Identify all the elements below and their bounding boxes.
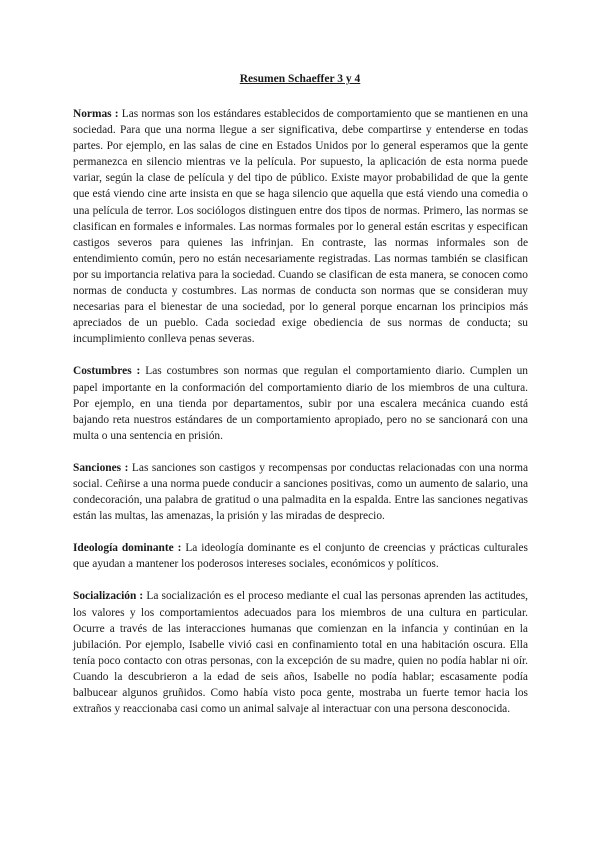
- document-title: Resumen Schaeffer 3 y 4: [239, 73, 361, 85]
- paragraph-ideologia-dominante: [73, 540, 528, 572]
- definition-socializacion: La socialización es el proceso mediante el cual las personas aprenden las actitudes, los valores y los comportamientos adecuados para los miembros de una cultura en particular. Ocurre a través de las interacciones humanas que comienzan en la infancia y continúan en la jubilación. Por ejemplo, Isabelle vivió casi en confinamiento total en una habitación oscura. Ella tenía poco contacto con otras personas, con la excepción de su madre, quien no podía hablar ni oír. Cuando la descubrieron a la edad de seis años, Isabelle no podía hablar; escasamente podía balbucear algunos gruñidos. Como había visto poca gente, mostraba un fuerte temor hacia los extraños y reaccionaba casi como un animal salvaje al interactuar con una persona desconocida.: [73, 590, 529, 716]
- definition-sanciones: Las sanciones son castigos y recompensas por conductas relacionadas con una norma social. Ceñirse a una norma puede conducir a sanciones positivas, como un aumento de salario, una condecoración, una palabra de gratitud o una palmadita en la espalda. Entre las sanciones negativas están las multas, las amenazas, la prisión y las miradas de desprecio.: [73, 461, 528, 523]
- paragraph-socializacion: [73, 588, 528, 717]
- paragraph-costumbres: [73, 363, 528, 443]
- definition-costumbres: Las costumbres son normas que regulan el comportamiento diario. Cumplen un papel importante en la conformación del comportamiento diario de los miembros de una cultura. Por ejemplo, en una tienda por departamentos, subir por una escalera mecánica cuando está bajando reta nuestros estándares de un comportamiento apropiado, pero no se sancionará con una multa o una sentencia en prisión.: [73, 365, 528, 442]
- definition-ideologia-dominante: La ideología dominante es el conjunto de creencias y prácticas culturales que ayudan a mantener los poderosos intereses sociales, económicos y políticos.: [73, 542, 528, 571]
- term-ideologia-dominante: Ideología dominante :: [73, 542, 182, 555]
- term-costumbres: Costumbres :: [73, 365, 141, 378]
- document-body: [73, 106, 528, 733]
- paragraph-sanciones: [73, 460, 528, 524]
- definition-normas: Las normas son los estándares establecidos de comportamiento que se mantienen en una sociedad. Para que una norma llegue a ser significativa, debe compartirse y entenderse en todas partes. Por ejemplo, en las salas de cine en Estados Unidos por lo general esperamos que la gente permanezca en silencio mientras ve la película. Por supuesto, la aplicación de esta norma puede variar, según la clase de película y del tipo de público. Existe mayor probabilidad de que la gente que está viendo cine arte insista en que se haga silencio que aquella que está viendo una comedia o una película de terror. Los sociólogos distinguen entre dos tipos de normas. Primero, las normas se clasifican en formales e informales. Las normas formales por lo general están escritas y especifican castigos severos para quienes las infrinjan. En contraste, las normas informales son de entendimiento común, pero no están necesariamente registradas. Las normas también se clasifican por su importancia relativa para la sociedad. Cuando se clasifican de esta manera, se conocen como normas de conducta y costumbres. Las normas de conducta son normas que se consideran muy necesarias para el bienestar de una sociedad, por lo general porque encarnan los principios más apreciados de un pueblo. Cada sociedad exige obediencia de sus normas de conducta; su incumplimiento conlleva penas severas.: [73, 108, 528, 346]
- term-sanciones: Sanciones :: [73, 461, 129, 474]
- term-normas: Normas :: [73, 108, 119, 120]
- term-socializacion: Socialización :: [73, 590, 144, 603]
- paragraph-normas: [73, 106, 528, 347]
